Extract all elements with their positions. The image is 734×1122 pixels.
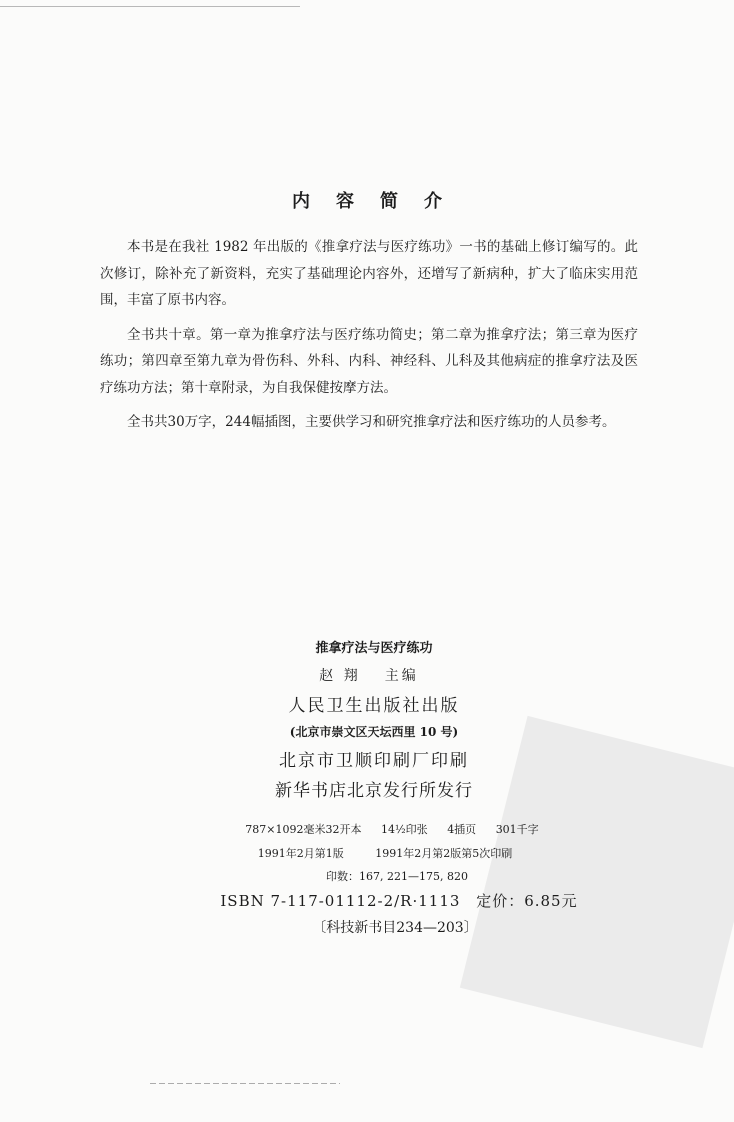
format: 787×1092毫米32开本 [245, 823, 362, 836]
distributor: 新华书店北京发行所发行 [275, 781, 473, 801]
print-run: 印数：167, 221—175, 820 [326, 870, 468, 883]
section-title: 内容简介 [292, 191, 468, 212]
colophon [0, 636, 734, 942]
sheets: 14½印张 [381, 823, 428, 836]
scan-bottom-mark [150, 1083, 340, 1084]
intro-paragraph-3: 全书共30万字，244幅插图，主要供学习和研究推拿疗法和医疗练功的人员参考。 [127, 414, 616, 430]
editor-line [4, 662, 734, 690]
intro-paragraph-2: 全书共十章。第一章为推拿疗法与医疗练功简史；第二章为推拿疗法；第三章为医疗练功；第四章至第九章为骨伤科、外科、内科、神经科、儿科及其他病症的推拿疗法及医疗练功方法；第十章附录，为自我保健按摩方法。 [100, 326, 638, 396]
printer: 北京市卫顺印刷厂印刷 [279, 751, 469, 771]
book-title: 推拿疗法与医疗练功 [315, 641, 433, 656]
intro-paragraph-1: 本书是在我社 1982 年出版的《推拿疗法与医疗练功》一书的基础上修订编写的。此次修订，除补充了新资料，充实了基础理论内容外，还增写了新病种，扩大了临床实用范围，丰富了原书内容。 [100, 239, 638, 308]
intro-text [100, 234, 638, 444]
edition-info [64, 842, 734, 866]
publisher-address: (北京市崇文区天坛西里 10 号) [289, 725, 459, 739]
publisher: 人民卫生出版社出版 [288, 696, 460, 716]
print-specs [60, 818, 734, 842]
price: 定价：6.85元 [476, 892, 578, 910]
plates: 4插页 [447, 823, 477, 836]
isbn-price-line [64, 888, 734, 914]
editor-role: 主编 [384, 668, 419, 684]
word-count: 301千字 [495, 823, 539, 836]
isbn: ISBN 7-117-01112-2/R·1113 [220, 892, 461, 910]
printing: 1991年2月第2版第5次印刷 [375, 847, 513, 860]
scan-top-rule [0, 6, 300, 7]
editor-name: 赵 翔 [319, 668, 361, 684]
catalog-number: 〔科技新书目234—203〕 [312, 920, 478, 936]
first-edition: 1991年2月第1版 [257, 847, 344, 860]
